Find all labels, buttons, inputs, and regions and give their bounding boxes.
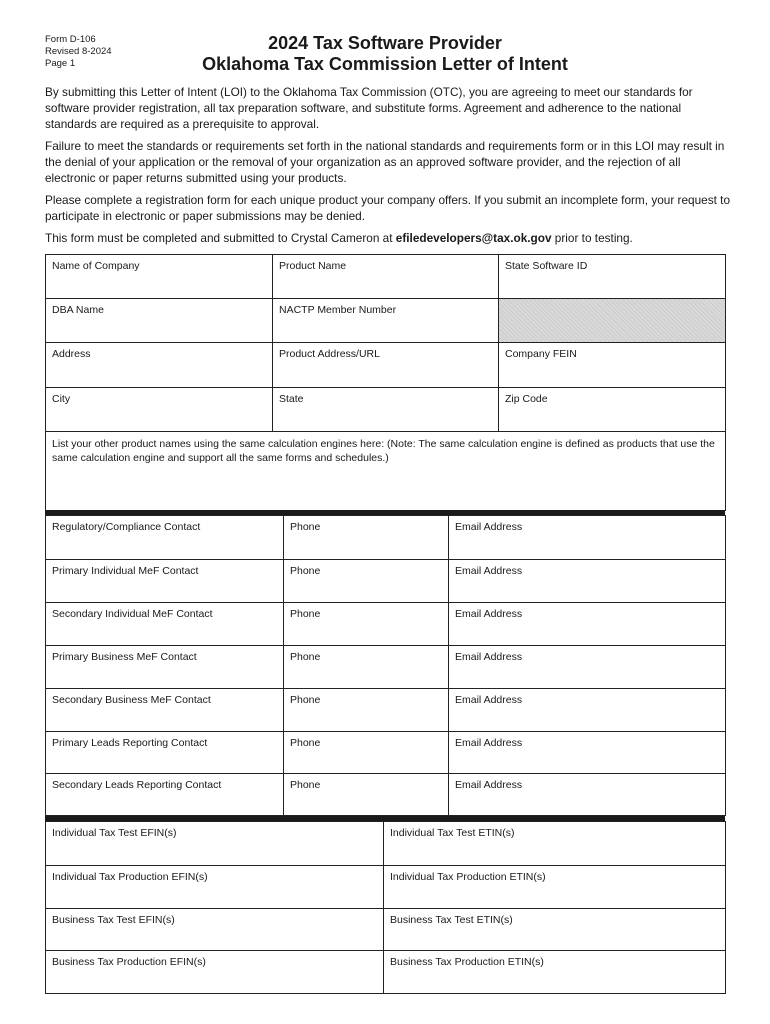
contact-phone-cell[interactable] (284, 732, 449, 774)
business-test-etin-label: Business Tax Test ETIN(s) (390, 914, 513, 926)
email-label: Email Address (455, 694, 523, 706)
phone-label: Phone (290, 694, 321, 706)
contact-name-cell[interactable] (46, 732, 284, 774)
contact-name-cell[interactable] (46, 603, 284, 646)
email-label: Email Address (455, 651, 523, 663)
contact-email: efiledevelopers@tax.ok.gov (395, 231, 552, 245)
intro-paragraph-4 (45, 230, 730, 246)
product-address-url-label: Product Address/URL (279, 348, 380, 360)
state-software-id-field[interactable] (499, 255, 726, 299)
business-production-etin-label: Business Tax Production ETIN(s) (390, 956, 544, 968)
intro-p4-before: This form must be completed and submitted to Crystal Cameron at (45, 231, 396, 245)
intro-text (45, 84, 730, 252)
contact-role-label: Secondary Business MeF Contact (52, 694, 211, 706)
other-products-field[interactable] (46, 432, 726, 511)
address-label: Address (52, 348, 91, 360)
contact-phone-cell[interactable] (284, 560, 449, 603)
contact-name-cell[interactable] (46, 516, 284, 560)
contact-role-label: Primary Individual MeF Contact (52, 565, 199, 577)
individual-production-efin-label: Individual Tax Production EFIN(s) (52, 871, 208, 883)
individual-production-efin-field[interactable] (46, 866, 384, 909)
business-production-etin-field[interactable] (384, 951, 726, 994)
individual-production-etin-field[interactable] (384, 866, 726, 909)
phone-label: Phone (290, 651, 321, 663)
individual-production-etin-label: Individual Tax Production ETIN(s) (390, 871, 546, 883)
individual-test-efin-label: Individual Tax Test EFIN(s) (52, 827, 177, 839)
contact-email-cell[interactable] (449, 646, 726, 689)
email-label: Email Address (455, 737, 523, 749)
shaded-cell (499, 299, 726, 343)
business-production-efin-label: Business Tax Production EFIN(s) (52, 956, 206, 968)
contact-role-label: Primary Leads Reporting Contact (52, 737, 208, 749)
dba-name-label: DBA Name (52, 304, 104, 316)
contact-role-label: Secondary Individual MeF Contact (52, 608, 213, 620)
contact-name-cell[interactable] (46, 774, 284, 816)
business-test-efin-field[interactable] (46, 909, 384, 951)
contact-name-cell[interactable] (46, 689, 284, 732)
contact-phone-cell[interactable] (284, 646, 449, 689)
contact-phone-cell[interactable] (284, 603, 449, 646)
contact-name-cell[interactable] (46, 646, 284, 689)
title-line-2: Oklahoma Tax Commission Letter of Intent (202, 54, 568, 74)
contact-phone-cell[interactable] (284, 516, 449, 560)
revision-date: Revised 8-2024 (45, 46, 112, 57)
contact-email-cell[interactable] (449, 516, 726, 560)
individual-test-etin-field[interactable] (384, 822, 726, 866)
product-address-url-field[interactable] (273, 343, 499, 388)
state-field[interactable] (273, 388, 499, 432)
city-label: City (52, 393, 71, 405)
business-test-efin-label: Business Tax Test EFIN(s) (52, 914, 175, 926)
intro-paragraph-1: By submitting this Letter of Intent (LOI) to the Oklahoma Tax Commission (OTC), you are agreeing to meet our standards for software provider registration, all tax preparation software, and substitute forms. Agreement and adherence to the national standards are required as a prerequisite to approval. (45, 85, 693, 131)
page-number: Page 1 (45, 58, 76, 69)
phone-label: Phone (290, 521, 321, 533)
contact-role-label: Primary Business MeF Contact (52, 651, 197, 663)
contact-role-label: Secondary Leads Reporting Contact (52, 779, 222, 791)
contact-email-cell[interactable] (449, 774, 726, 816)
contacts-table (45, 515, 726, 816)
product-name-field[interactable] (273, 255, 499, 299)
other-products-label: List your other product names using the same calculation engines here: (Note: The same calculation engine is defined as products that use the same calculation engine and support all the same forms and schedules.) (52, 438, 715, 464)
efin-etin-table (45, 821, 726, 994)
contact-email-cell[interactable] (449, 689, 726, 732)
business-test-etin-field[interactable] (384, 909, 726, 951)
zip-code-label: Zip Code (505, 393, 548, 405)
intro-p4-after: prior to testing. (551, 231, 633, 245)
contact-email-cell[interactable] (449, 603, 726, 646)
form-title (120, 33, 650, 75)
email-label: Email Address (455, 608, 523, 620)
state-label: State (279, 393, 304, 405)
phone-label: Phone (290, 779, 321, 791)
product-name-label: Product Name (279, 260, 347, 272)
email-label: Email Address (455, 521, 523, 533)
contact-phone-cell[interactable] (284, 689, 449, 732)
name-of-company-label: Name of Company (52, 260, 140, 272)
company-fein-field[interactable] (499, 343, 726, 388)
email-label: Email Address (455, 565, 523, 577)
title-line-1: 2024 Tax Software Provider (268, 33, 502, 53)
phone-label: Phone (290, 737, 321, 749)
name-of-company-field[interactable] (46, 255, 273, 299)
phone-label: Phone (290, 608, 321, 620)
intro-paragraph-3: Please complete a registration form for each unique product your company offers. If you submit an incomplete form, your request to participate in electronic or paper submissions may be denied. (45, 193, 731, 223)
contact-email-cell[interactable] (449, 732, 726, 774)
email-label: Email Address (455, 779, 523, 791)
zip-code-field[interactable] (499, 388, 726, 432)
nactp-member-number-field[interactable] (273, 299, 499, 343)
contact-role-label: Regulatory/Compliance Contact (52, 521, 201, 533)
contact-name-cell[interactable] (46, 560, 284, 603)
state-software-id-label: State Software ID (505, 260, 588, 272)
form-id: Form D-106 (45, 34, 96, 45)
form-meta (45, 34, 112, 70)
contact-email-cell[interactable] (449, 560, 726, 603)
phone-label: Phone (290, 565, 321, 577)
address-field[interactable] (46, 343, 273, 388)
intro-paragraph-2: Failure to meet the standards or requirements set forth in the national standards and requirements form or in this LOI may result in the denial of your application or the removal of your organization as an approved software provider, and the rejection of all electronic or paper returns submitted using your products. (45, 139, 725, 185)
dba-name-field[interactable] (46, 299, 273, 343)
company-info-table (45, 254, 726, 511)
individual-test-etin-label: Individual Tax Test ETIN(s) (390, 827, 515, 839)
company-fein-label: Company FEIN (505, 348, 577, 360)
city-field[interactable] (46, 388, 273, 432)
business-production-efin-field[interactable] (46, 951, 384, 994)
nactp-member-number-label: NACTP Member Number (279, 304, 397, 316)
individual-test-efin-field[interactable] (46, 822, 384, 866)
contact-phone-cell[interactable] (284, 774, 449, 816)
